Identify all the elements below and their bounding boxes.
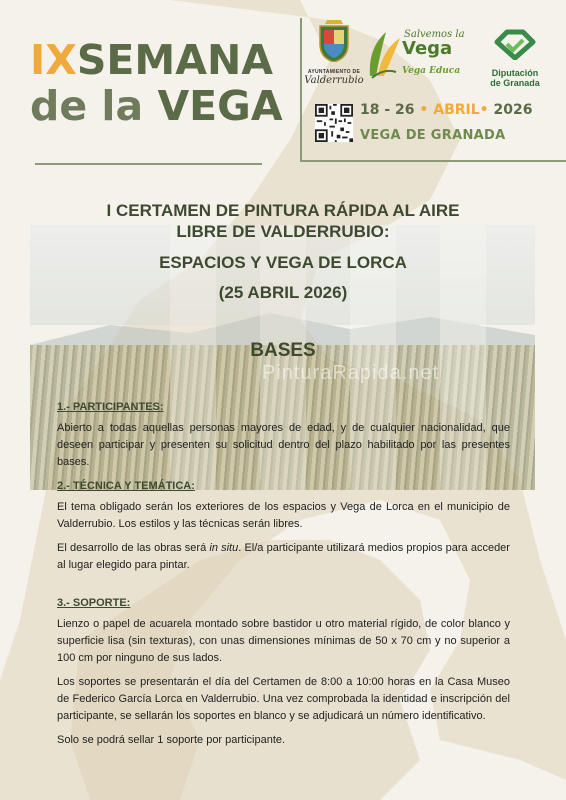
dates-month: ABRIL [433, 102, 480, 118]
section-heading: 2.- TÉCNICA Y TEMÁTICA: [57, 480, 195, 492]
watermark-text: PinturaRapida.net [262, 362, 440, 384]
salvemos-la-vega-logo [366, 26, 476, 86]
certamen-line2: LIBRE DE VALDERRUBIO: [176, 222, 390, 241]
section-paragraph: Los soportes se presentarán el día del Certamen de 8:00 a 10:00 horas en la Casa Museo de Federico García Lorca en Valderrubio. Una vez comprobada la identidad e inscripción del participante, se sellarán los soportes en blanco y se adjudicará un número identificativo. [57, 676, 510, 722]
section-paragraph-insitu: El desarrollo de las obras será in situ. El/a participante utilizará medios propios para acceder al lugar elegido para pintar. [57, 542, 510, 571]
ayuntamiento-label: AYUNTAMIENTO DE [307, 69, 361, 75]
diputacion-line1: Diputación [491, 68, 539, 78]
certamen-line1: I CERTAMEN DE PINTURA RÁPIDA AL AIRE [106, 201, 460, 220]
ayuntamiento-name: Valderrubio [304, 75, 364, 86]
diputacion-line2: de Granada [490, 78, 540, 88]
divider-line [35, 163, 262, 165]
ayuntamiento-logo [304, 20, 364, 86]
event-region: VEGA DE GRANADA [360, 128, 506, 143]
certamen-date: (25 ABRIL 2026) [218, 283, 348, 302]
leaf-icon [366, 28, 402, 80]
section-heading: 1.- PARTICIPANTES: [57, 401, 164, 413]
certamen-subtitle: ESPACIOS Y VEGA DE LORCA [159, 253, 407, 272]
title-ix: IX [30, 36, 77, 84]
event-title [30, 38, 283, 130]
title-vega: VEGA [157, 82, 283, 130]
section-paragraph: El tema obligado serán los exteriores de los espacios y Vega de Lorca en el municipio de Valderrubio. Los estilos y las técnicas serán libres. [57, 501, 510, 530]
diputacion-emblem-icon [493, 28, 537, 60]
vega-salvemos-text: Salvemos la [404, 29, 465, 40]
event-dates: 18 - 26 • ABRIL• 2026 [360, 102, 533, 118]
section-participantes [57, 399, 510, 478]
title-semana: SEMANA [76, 36, 273, 84]
qr-code-icon[interactable] [315, 104, 353, 142]
dates-year: 2026 [493, 102, 533, 118]
dates-days: 18 - 26 [360, 102, 415, 118]
section-paragraph: Solo se podrá sellar 1 soporte por participante. [57, 734, 286, 746]
section-paragraph: Lienzo o papel de acuarela montado sobre bastidor u otro material rígido, de color blanco y superficie lisa (sin texturas), con unas dimensiones mínimas de 50 x 70 cm y no superior a 100 cm por ninguno de sus lados. [57, 618, 510, 664]
certamen-title [0, 200, 566, 242]
vega-educa-text: Vega Educa [402, 66, 461, 76]
title-de-la: de la [30, 82, 144, 130]
section-tecnica [57, 478, 510, 581]
section-soporte [57, 595, 510, 756]
section-paragraph: Abierto a todas aquellas personas mayores de edad, y de cualquier nacionalidad, que deseen participar y presenten su solicitud dentro del plazo habilitado por las presentes bases. [57, 422, 510, 468]
coat-of-arms-icon [317, 20, 351, 62]
vega-big-text: Vega [402, 38, 453, 59]
section-heading: 3.- SOPORTE: [57, 597, 131, 609]
bases-heading: BASES [250, 340, 316, 361]
diputacion-logo [482, 28, 548, 88]
